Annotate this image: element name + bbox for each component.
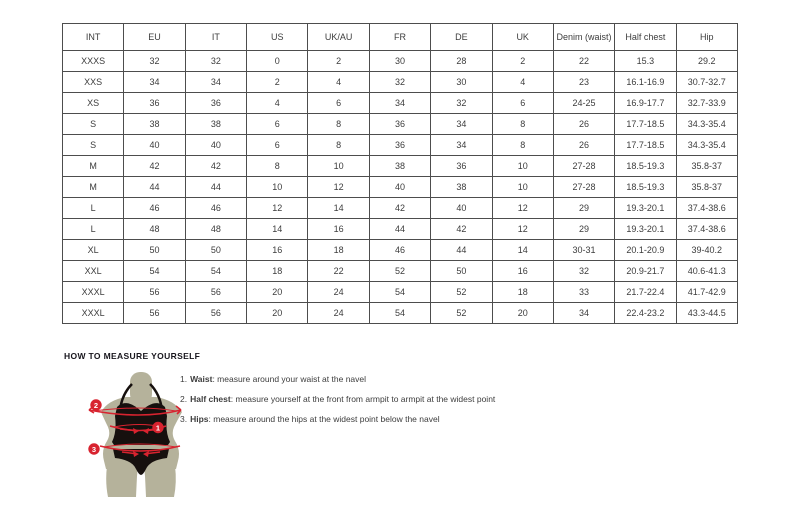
size-value-cell: 4	[247, 93, 308, 114]
size-value-cell: 34.3-35.4	[676, 135, 737, 156]
size-value-cell: 50	[124, 240, 185, 261]
size-value-cell: 8	[492, 135, 553, 156]
size-value-cell: 50	[431, 261, 492, 282]
size-value-cell: 38	[185, 114, 246, 135]
size-value-cell: 40	[185, 135, 246, 156]
size-value-cell: 8	[247, 156, 308, 177]
size-value-cell: 16	[308, 219, 369, 240]
size-value-cell: 16.1-16.9	[615, 72, 676, 93]
size-value-cell: 22.4-23.2	[615, 303, 676, 324]
size-value-cell: 12	[308, 177, 369, 198]
size-value-cell: 15.3	[615, 51, 676, 72]
size-value-cell: 18.5-19.3	[615, 156, 676, 177]
size-value-cell: 20.1-20.9	[615, 240, 676, 261]
size-value-cell: 40	[124, 135, 185, 156]
size-table-row	[63, 93, 738, 114]
step-number: 3.	[180, 414, 188, 424]
measurement-figure	[86, 370, 192, 500]
size-value-cell: 38	[431, 177, 492, 198]
size-value-cell: 21.7-22.4	[615, 282, 676, 303]
size-value-cell: 12	[247, 198, 308, 219]
size-table-row	[63, 177, 738, 198]
size-value-cell: 34	[369, 93, 430, 114]
size-value-cell: 24	[308, 303, 369, 324]
column-header-half-chest: Half chest	[615, 24, 676, 51]
size-label-cell: XS	[63, 93, 124, 114]
size-value-cell: 20	[492, 303, 553, 324]
size-value-cell: 42	[185, 156, 246, 177]
size-value-cell: 34	[431, 114, 492, 135]
size-table-row	[63, 156, 738, 177]
size-value-cell: 50	[185, 240, 246, 261]
size-value-cell: 32	[369, 72, 430, 93]
size-value-cell: 52	[431, 303, 492, 324]
mannequin-right-thigh	[145, 466, 176, 497]
size-value-cell: 10	[492, 177, 553, 198]
size-value-cell: 20	[247, 303, 308, 324]
size-value-cell: 34.3-35.4	[676, 114, 737, 135]
size-value-cell: 35.8-37	[676, 156, 737, 177]
size-table-row	[63, 240, 738, 261]
size-value-cell: 2	[308, 51, 369, 72]
size-value-cell: 0	[247, 51, 308, 72]
size-value-cell: 52	[431, 282, 492, 303]
size-value-cell: 56	[124, 303, 185, 324]
step-term: Waist	[190, 374, 213, 384]
size-label-cell: S	[63, 114, 124, 135]
size-value-cell: 2	[247, 72, 308, 93]
size-value-cell: 26	[553, 135, 614, 156]
size-value-cell: 44	[185, 177, 246, 198]
size-value-cell: 54	[369, 282, 430, 303]
size-value-cell: 6	[247, 135, 308, 156]
size-value-cell: 48	[124, 219, 185, 240]
size-value-cell: 32	[124, 51, 185, 72]
size-table-row	[63, 198, 738, 219]
size-label-cell: XXXS	[63, 51, 124, 72]
size-value-cell: 32	[431, 93, 492, 114]
measure-step-waist	[180, 369, 495, 389]
size-value-cell: 44	[431, 240, 492, 261]
marker-waist-number: 1	[155, 423, 161, 433]
size-value-cell: 56	[185, 303, 246, 324]
size-label-cell: L	[63, 219, 124, 240]
mannequin-left-thigh	[106, 466, 137, 497]
size-value-cell: 16	[492, 261, 553, 282]
size-value-cell: 19.3-20.1	[615, 198, 676, 219]
step-number: 1.	[180, 374, 188, 384]
size-value-cell: 35.8-37	[676, 177, 737, 198]
step-text: : measure around the hips at the widest point below the navel	[208, 414, 440, 424]
size-value-cell: 36	[431, 156, 492, 177]
size-value-cell: 54	[124, 261, 185, 282]
size-value-cell: 33	[553, 282, 614, 303]
size-value-cell: 44	[124, 177, 185, 198]
measure-steps-list	[180, 369, 495, 429]
size-value-cell: 10	[492, 156, 553, 177]
size-label-cell: M	[63, 156, 124, 177]
marker-waist	[152, 422, 163, 433]
column-header-denim-waist-: Denim (waist)	[553, 24, 614, 51]
mannequin-illustration	[86, 370, 192, 500]
size-value-cell: 29.2	[676, 51, 737, 72]
size-value-cell: 32.7-33.9	[676, 93, 737, 114]
size-value-cell: 30	[369, 51, 430, 72]
size-value-cell: 37.4-38.6	[676, 198, 737, 219]
size-value-cell: 30	[431, 72, 492, 93]
measure-guide-heading: HOW TO MEASURE YOURSELF	[64, 351, 201, 361]
size-table-row	[63, 303, 738, 324]
column-header-de: DE	[431, 24, 492, 51]
size-value-cell: 46	[369, 240, 430, 261]
size-value-cell: 44	[369, 219, 430, 240]
size-value-cell: 26	[553, 114, 614, 135]
size-value-cell: 36	[124, 93, 185, 114]
size-value-cell: 43.3-44.5	[676, 303, 737, 324]
size-value-cell: 32	[553, 261, 614, 282]
size-value-cell: 8	[308, 135, 369, 156]
size-value-cell: 18	[247, 261, 308, 282]
size-table-header-row	[63, 24, 738, 51]
size-value-cell: 56	[124, 282, 185, 303]
size-value-cell: 12	[492, 198, 553, 219]
size-table-row	[63, 135, 738, 156]
column-header-uk-au: UK/AU	[308, 24, 369, 51]
column-header-int: INT	[63, 24, 124, 51]
column-header-fr: FR	[369, 24, 430, 51]
size-value-cell: 16	[247, 240, 308, 261]
size-value-cell: 36	[369, 135, 430, 156]
column-header-it: IT	[185, 24, 246, 51]
size-value-cell: 18	[308, 240, 369, 261]
size-value-cell: 27-28	[553, 156, 614, 177]
size-table-row	[63, 51, 738, 72]
size-chart-table	[62, 23, 738, 324]
size-value-cell: 14	[492, 240, 553, 261]
size-value-cell: 22	[308, 261, 369, 282]
size-label-cell: XXL	[63, 261, 124, 282]
size-value-cell: 17.7-18.5	[615, 114, 676, 135]
size-value-cell: 24-25	[553, 93, 614, 114]
size-value-cell: 48	[185, 219, 246, 240]
size-value-cell: 52	[369, 261, 430, 282]
size-value-cell: 36	[369, 114, 430, 135]
size-value-cell: 56	[185, 282, 246, 303]
step-term: Half chest	[190, 394, 231, 404]
size-value-cell: 4	[492, 72, 553, 93]
size-table-row	[63, 282, 738, 303]
size-value-cell: 37.4-38.6	[676, 219, 737, 240]
size-value-cell: 38	[124, 114, 185, 135]
size-label-cell: XL	[63, 240, 124, 261]
size-value-cell: 29	[553, 219, 614, 240]
size-value-cell: 30.7-32.7	[676, 72, 737, 93]
size-value-cell: 32	[185, 51, 246, 72]
size-value-cell: 8	[492, 114, 553, 135]
size-label-cell: XXXL	[63, 282, 124, 303]
size-value-cell: 6	[247, 114, 308, 135]
size-label-cell: M	[63, 177, 124, 198]
size-value-cell: 54	[369, 303, 430, 324]
marker-hips	[88, 443, 99, 454]
size-table-row	[63, 219, 738, 240]
size-table-head	[63, 24, 738, 51]
size-value-cell: 40.6-41.3	[676, 261, 737, 282]
size-value-cell: 39-40.2	[676, 240, 737, 261]
marker-half-chest-number: 2	[93, 400, 99, 410]
measure-step-hips	[180, 409, 495, 429]
size-value-cell: 20.9-21.7	[615, 261, 676, 282]
size-value-cell: 6	[492, 93, 553, 114]
column-header-us: US	[247, 24, 308, 51]
size-table-row	[63, 261, 738, 282]
size-table-row	[63, 114, 738, 135]
size-value-cell: 24	[308, 282, 369, 303]
size-chart-container	[62, 23, 738, 324]
size-label-cell: XXS	[63, 72, 124, 93]
size-value-cell: 2	[492, 51, 553, 72]
size-value-cell: 8	[308, 114, 369, 135]
step-term: Hips	[190, 414, 209, 424]
size-label-cell: XXXL	[63, 303, 124, 324]
step-number: 2.	[180, 394, 188, 404]
size-value-cell: 29	[553, 198, 614, 219]
size-value-cell: 27-28	[553, 177, 614, 198]
size-label-cell: S	[63, 135, 124, 156]
size-value-cell: 34	[553, 303, 614, 324]
size-value-cell: 4	[308, 72, 369, 93]
size-value-cell: 14	[308, 198, 369, 219]
size-label-cell: L	[63, 198, 124, 219]
size-value-cell: 34	[124, 72, 185, 93]
size-value-cell: 16.9-17.7	[615, 93, 676, 114]
marker-half-chest	[90, 399, 101, 410]
step-text: : measure yourself at the front from armpit to armpit at the widest point	[230, 394, 496, 404]
size-value-cell: 30-31	[553, 240, 614, 261]
size-table-body	[63, 51, 738, 324]
size-value-cell: 22	[553, 51, 614, 72]
size-value-cell: 54	[185, 261, 246, 282]
size-value-cell: 36	[185, 93, 246, 114]
size-value-cell: 40	[369, 177, 430, 198]
size-value-cell: 20	[247, 282, 308, 303]
size-value-cell: 42	[124, 156, 185, 177]
column-header-hip: Hip	[676, 24, 737, 51]
size-value-cell: 46	[124, 198, 185, 219]
size-value-cell: 42	[369, 198, 430, 219]
size-value-cell: 46	[185, 198, 246, 219]
marker-hips-number: 3	[91, 444, 97, 454]
size-value-cell: 6	[308, 93, 369, 114]
column-header-eu: EU	[124, 24, 185, 51]
size-value-cell: 34	[185, 72, 246, 93]
size-value-cell: 40	[431, 198, 492, 219]
size-value-cell: 41.7-42.9	[676, 282, 737, 303]
size-value-cell: 10	[247, 177, 308, 198]
size-value-cell: 18.5-19.3	[615, 177, 676, 198]
size-value-cell: 12	[492, 219, 553, 240]
size-value-cell: 10	[308, 156, 369, 177]
size-value-cell: 42	[431, 219, 492, 240]
size-value-cell: 18	[492, 282, 553, 303]
size-value-cell: 19.3-20.1	[615, 219, 676, 240]
size-value-cell: 14	[247, 219, 308, 240]
size-value-cell: 28	[431, 51, 492, 72]
size-value-cell: 17.7-18.5	[615, 135, 676, 156]
size-value-cell: 23	[553, 72, 614, 93]
column-header-uk: UK	[492, 24, 553, 51]
size-table-row	[63, 72, 738, 93]
size-value-cell: 34	[431, 135, 492, 156]
measure-step-half-chest	[180, 389, 495, 409]
size-value-cell: 38	[369, 156, 430, 177]
step-text: : measure around your waist at the navel	[212, 374, 367, 384]
